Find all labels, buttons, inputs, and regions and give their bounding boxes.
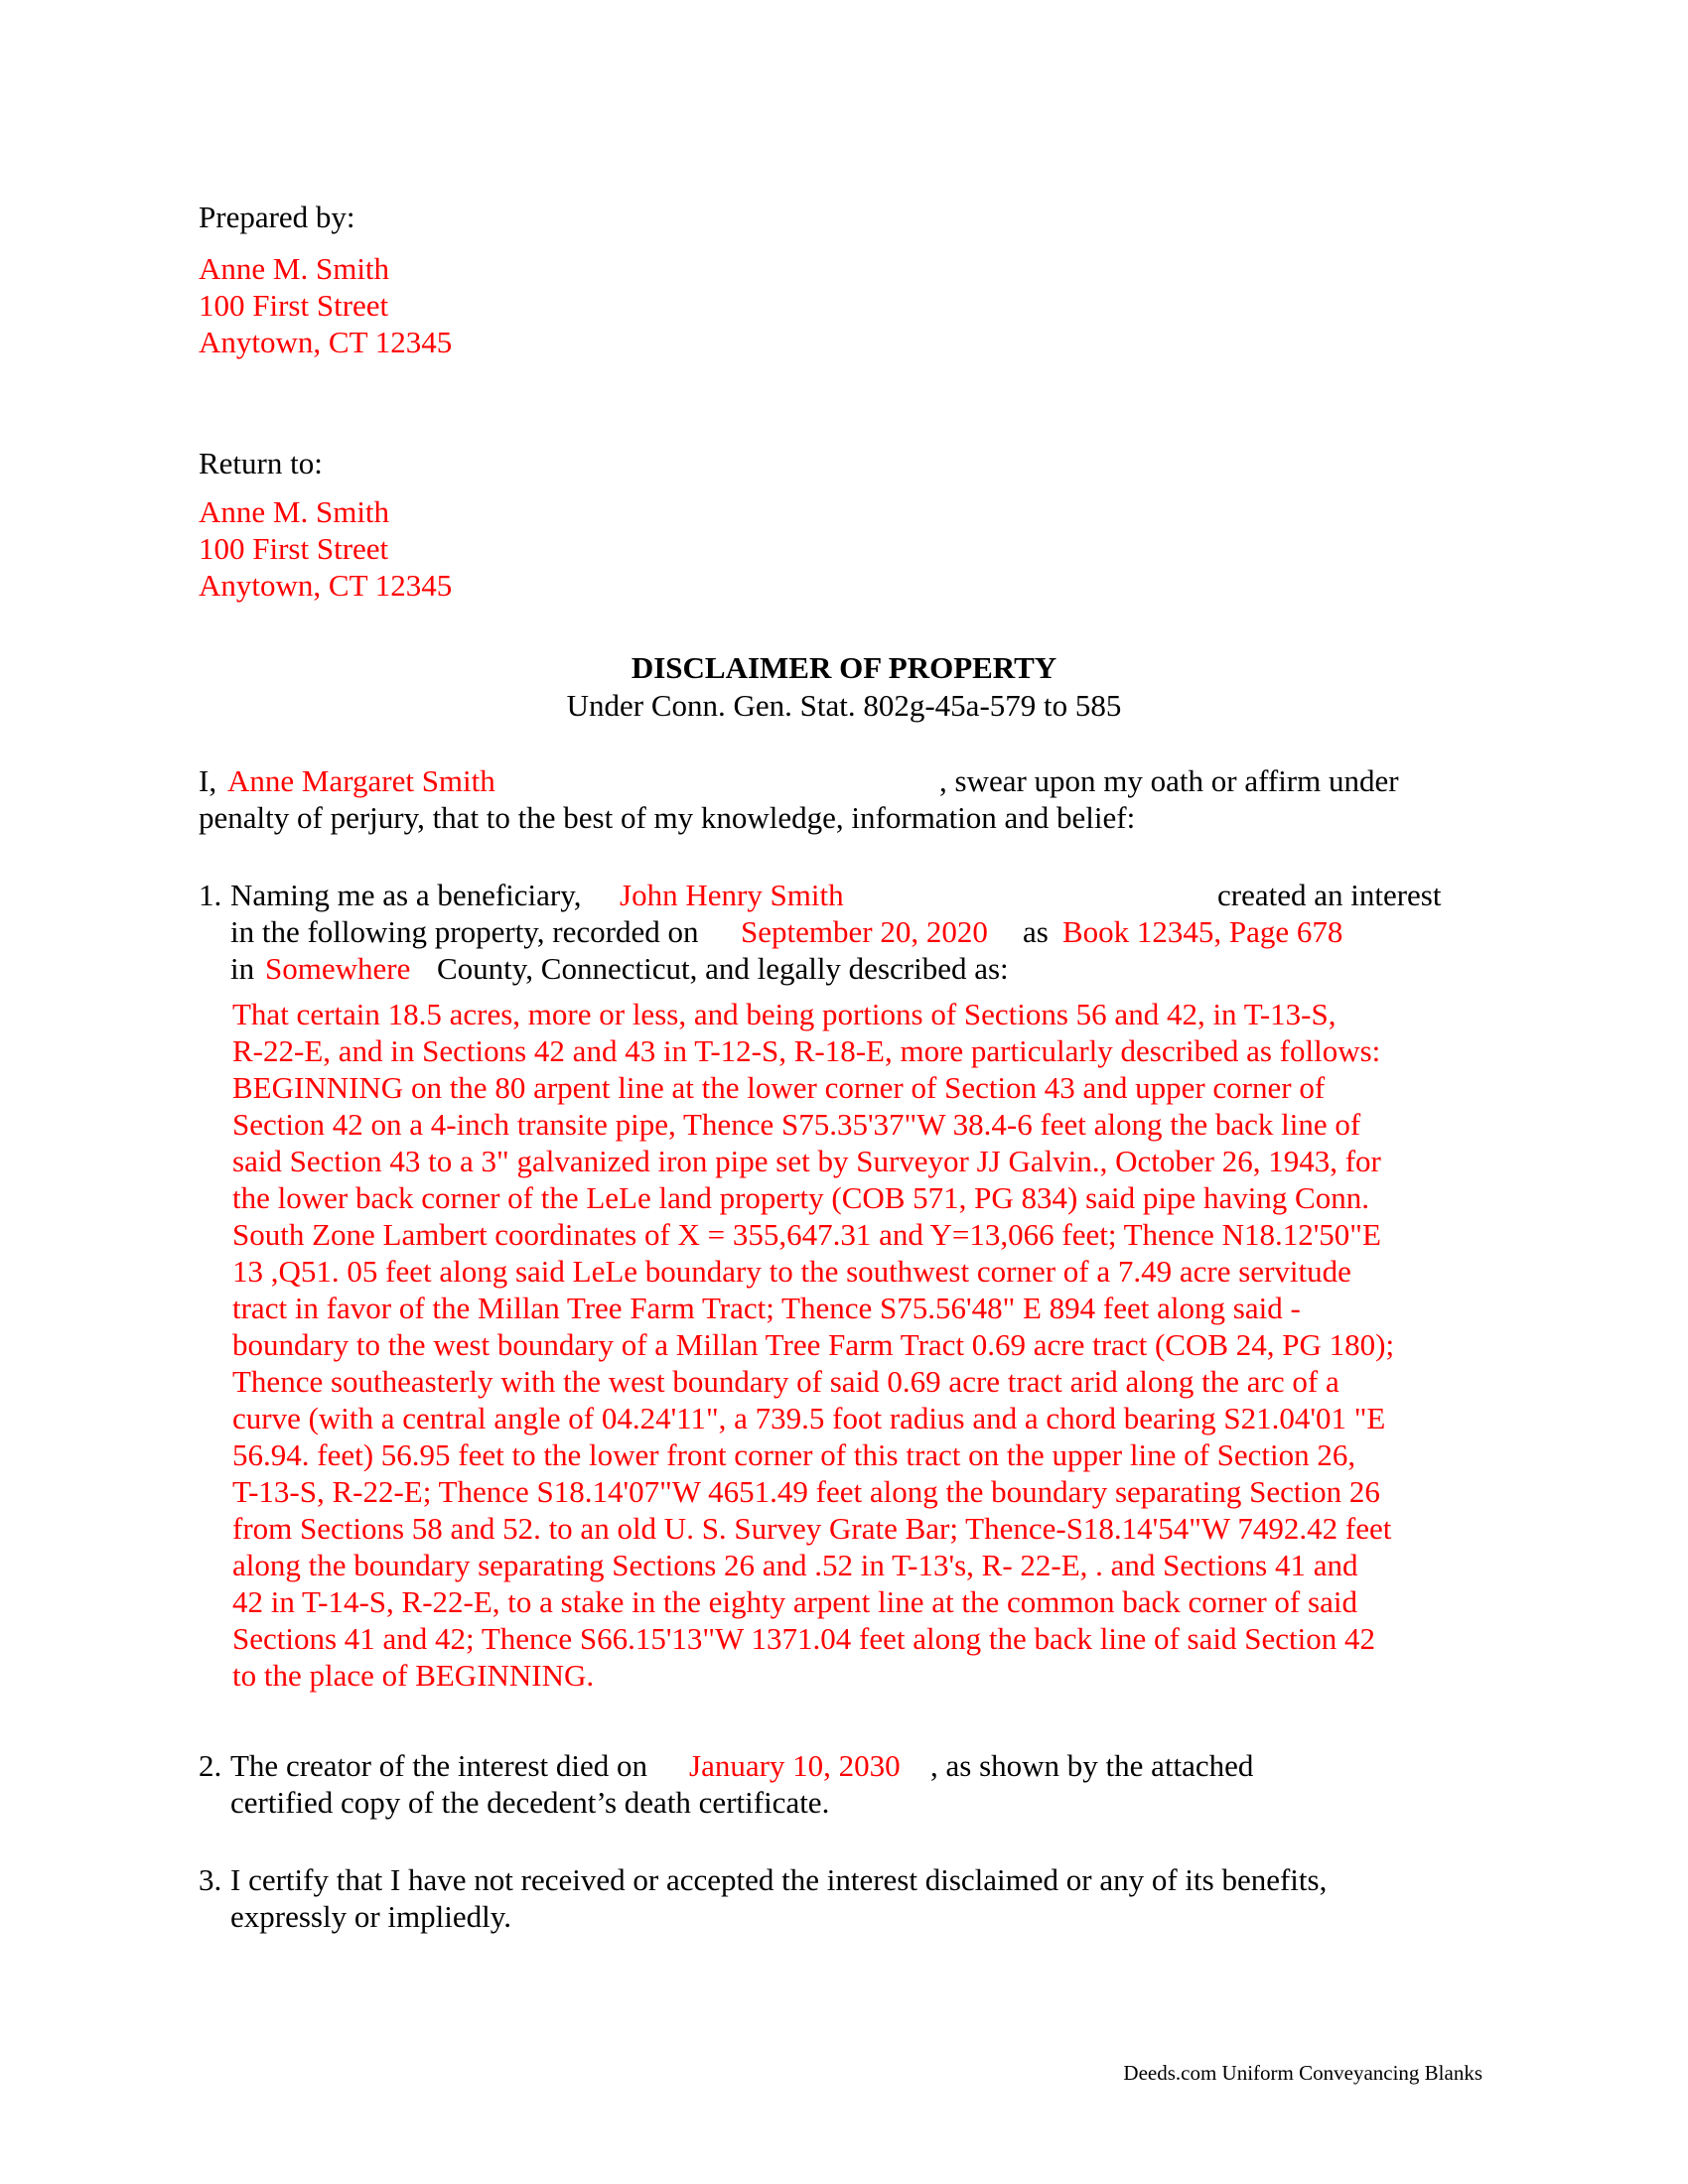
legal-line: Sections 41 and 42; Thence S66.15'13"W 1371.04 feet along the back line of said Section 42: [232, 1621, 1375, 1656]
legal-line: 13 ,Q51. 05 feet along said LeLe boundary to the southwest corner of a 7.49 acre servitude: [232, 1254, 1351, 1289]
legal-line: curve (with a central angle of 04.24'11", a 739.5 foot radius and a chord bearing S21.04'01 "E: [232, 1401, 1386, 1435]
prepared-by-label: Prepared by:: [199, 200, 355, 234]
preparer-street: 100 First Street: [199, 288, 389, 323]
item-2-text-c: certified copy of the decedent’s death certificate.: [230, 1785, 830, 1820]
book-page: Book 12345, Page 678: [1062, 914, 1343, 949]
legal-line: 56.94. feet) 56.95 feet to the lower front corner of this tract on the upper line of Section 26,: [232, 1437, 1356, 1472]
legal-line: Section 42 on a 4-inch transite pipe, Thence S75.35'37"W 38.4-6 feet along the back line of: [232, 1107, 1361, 1142]
preparer-city: Anytown, CT 12345: [199, 325, 453, 359]
creator-name: John Henry Smith: [620, 878, 844, 912]
legal-line: South Zone Lambert coordinates of X = 355,647.31 and Y=13,066 feet; Thence N18.12'50"E: [232, 1217, 1381, 1252]
legal-line: along the boundary separating Sections 26 and .52 in T-13's, R- 22-E, . and Sections 41 and: [232, 1548, 1358, 1582]
item-2-number: 2.: [199, 1748, 222, 1783]
return-city: Anytown, CT 12345: [199, 568, 453, 603]
legal-line: tract in favor of the Millan Tree Farm Tract; Thence S75.56'48" E 894 feet along said -: [232, 1291, 1301, 1325]
item-2-text-a: The creator of the interest died on: [230, 1748, 648, 1783]
legal-line: 42 in T-14-S, R-22-E, to a stake in the eighty arpent line at the common back corner of said: [232, 1584, 1357, 1619]
legal-line: T-13-S, R-22-E; Thence S18.14'07"W 4651.49 feet along the boundary separating Section 26: [232, 1474, 1380, 1509]
item-3-text-a: I certify that I have not received or accepted the interest disclaimed or any of its benefits,: [230, 1862, 1328, 1897]
item-1-text-b: created an interest: [1217, 878, 1442, 912]
return-street: 100 First Street: [199, 531, 389, 566]
document-subtitle: Under Conn. Gen. Stat. 802g-45a-579 to 585: [566, 688, 1122, 723]
legal-line: Thence southeasterly with the west boundary of said 0.69 acre tract arid along the arc of a: [232, 1364, 1339, 1399]
item-1-number: 1.: [199, 878, 222, 912]
oath-text-2: penalty of perjury, that to the best of my knowledge, information and belief:: [199, 800, 1136, 835]
document-title: DISCLAIMER OF PROPERTY: [631, 650, 1057, 685]
return-name: Anne M. Smith: [199, 494, 390, 529]
legal-line: from Sections 58 and 52. to an old U. S. Survey Grate Bar; Thence-S18.14'54"W 7492.42 feet: [232, 1511, 1392, 1546]
item-1-text-d: as: [1023, 914, 1049, 949]
legal-line: BEGINNING on the 80 arpent line at the lower corner of Section 43 and upper corner of: [232, 1070, 1326, 1105]
legal-line: R-22-E, and in Sections 42 and 43 in T-12-S, R-18-E, more particularly described as follows:: [232, 1033, 1381, 1068]
legal-line: the lower back corner of the LeLe land property (COB 571, PG 834) said pipe having Conn.: [232, 1180, 1369, 1215]
item-1-text-c: in the following property, recorded on: [230, 914, 699, 949]
oath-prefix: I,: [199, 763, 217, 798]
legal-line: to the place of BEGINNING.: [232, 1658, 595, 1693]
legal-line: boundary to the west boundary of a Millan Tree Farm Tract 0.69 acre tract (COB 24, PG 180);: [232, 1327, 1395, 1362]
item-2-text-b: , as shown by the attached: [930, 1748, 1254, 1783]
item-3-number: 3.: [199, 1862, 222, 1897]
item-1-text-f: County, Connecticut, and legally described as:: [437, 951, 1009, 986]
return-to-label: Return to:: [199, 446, 323, 480]
death-date: January 10, 2030: [689, 1748, 901, 1783]
legal-line: said Section 43 to a 3" galvanized iron pipe set by Surveyor JJ Galvin., October 26, 1943, for: [232, 1144, 1381, 1178]
item-1-text-a: Naming me as a beneficiary,: [230, 878, 582, 912]
item-1-text-e: in: [230, 951, 255, 986]
legal-line: That certain 18.5 acres, more or less, and being portions of Sections 56 and 42, in T-13-S,: [232, 997, 1336, 1031]
record-date: September 20, 2020: [741, 914, 988, 949]
county-name: Somewhere: [265, 951, 411, 986]
preparer-name: Anne M. Smith: [199, 251, 390, 286]
legal-description: [232, 996, 1503, 1694]
item-3-text-b: expressly or impliedly.: [230, 1899, 511, 1934]
footer-credit: Deeds.com Uniform Conveyancing Blanks: [1123, 2061, 1482, 2085]
oath-text-1: , swear upon my oath or affirm under: [939, 763, 1399, 798]
disclaimant-name: Anne Margaret Smith: [227, 763, 495, 798]
